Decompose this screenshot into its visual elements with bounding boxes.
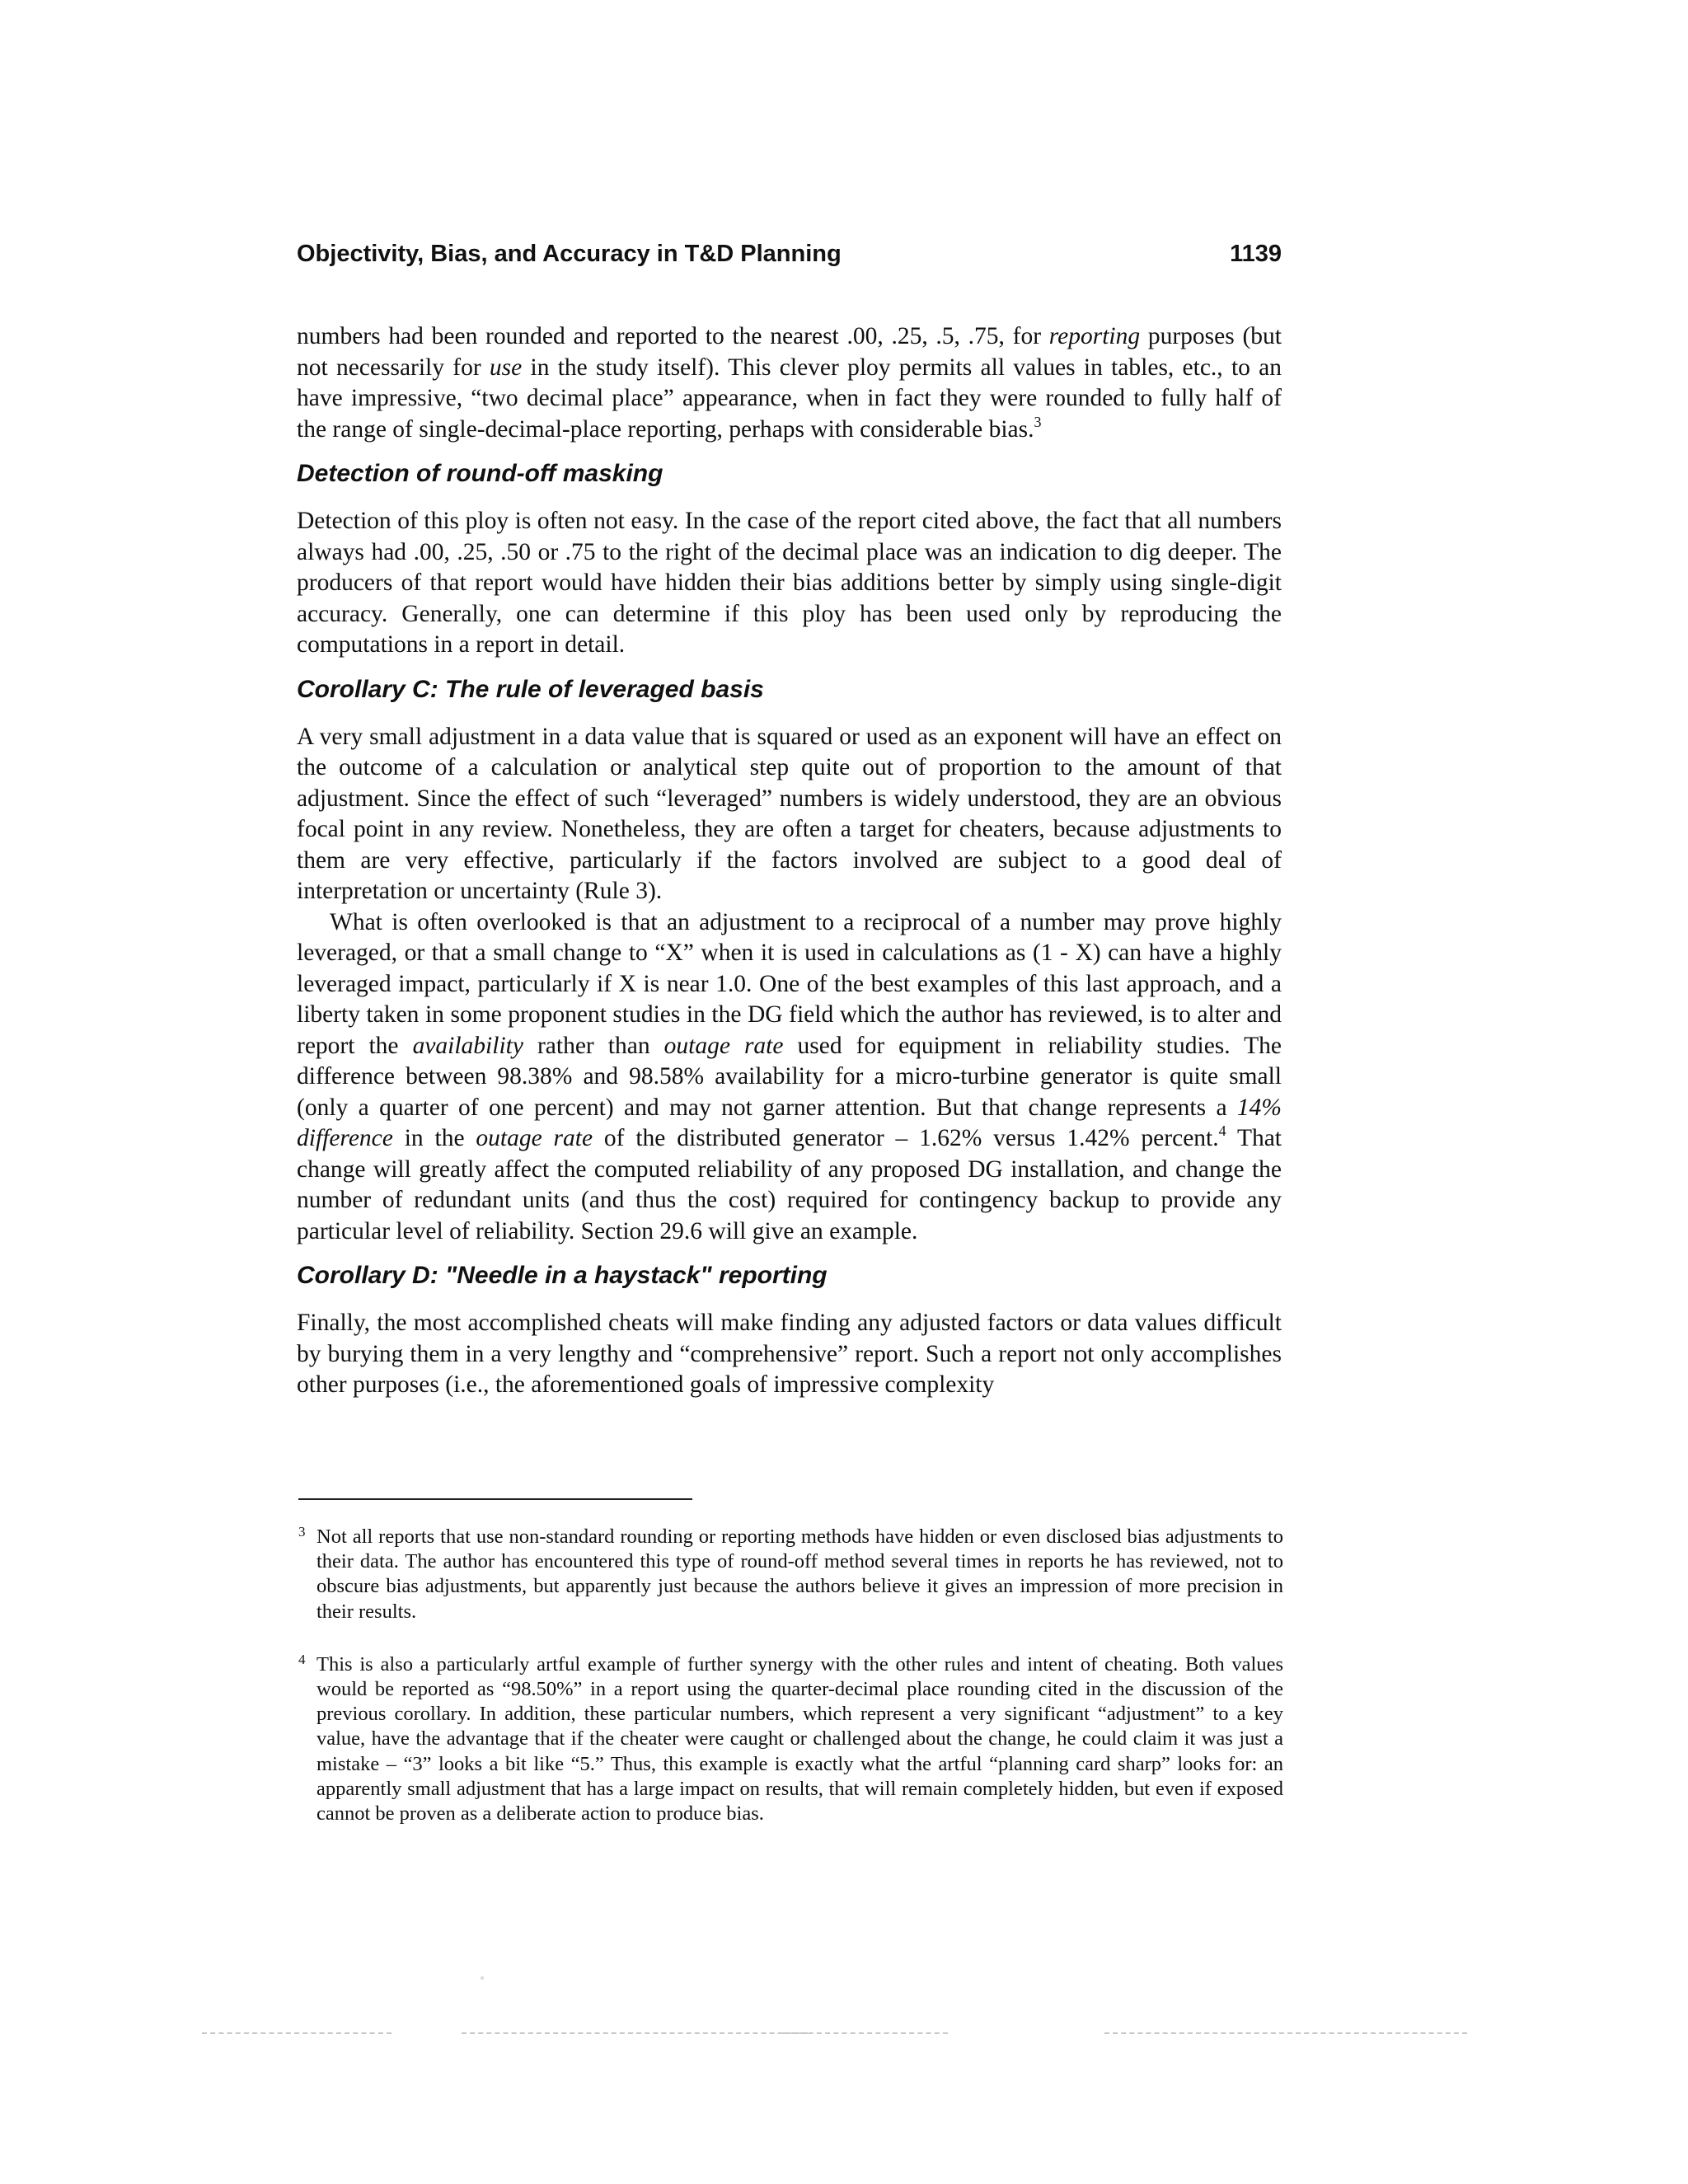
scan-artifact-line [202,2032,392,2034]
footnote-mark: 4 [298,1651,306,1667]
section-heading-corollary-d: Corollary D: "Needle in a haystack" reporting [297,1262,828,1289]
scan-artifact-line [462,2032,808,2034]
page-header [297,241,1282,268]
footnote-4 [298,1652,1283,1826]
body-text [297,321,1282,1401]
footnote-mark: 3 [298,1524,306,1540]
footnote-ref-3: 3 [1034,413,1042,430]
page-number: 1139 [1230,241,1282,267]
footnotes [298,1525,1283,1854]
running-title: Objectivity, Bias, and Accuracy in T&D Planning [297,241,842,267]
footnote-text: This is also a particularly artful example of further synergy with the other rules and intent of cheating. Both values would be reported as “98.50%” in a report using the quarter-decimal place rounding cited in the discussion of the previous corollary. In addition, these particular numbers, which represent a very significant “adjustment” to a key value, have the advantage that if the cheater were caught or challenged about the change, he could claim it was just a mistake – “3” looks a bit like “5.” Thus, this example is exactly what the artful “planning card sharp” looks for: an apparently small adjustment that has a large impact on results, that will remain completely hidden, but even if exposed cannot be proven as a deliberate action to produce bias. [316,1652,1283,1825]
scan-artifact-dot [481,1976,484,1980]
paragraph-needle-haystack: Finally, the most accomplished cheats will make finding any adjusted factors or data values difficult by burying them in a very lengthy and “comprehensive” report. Such a report not only accomplishes other purposes (i.e., the aforementioned goals of impressive complexity [297,1310,1282,1398]
scan-artifact-line [783,2032,948,2034]
paragraph-rounding-ploy: numbers had been rounded and reported to the nearest .00, .25, .5, .75, for reporting purposes (but not necessarily for use in the study itself). This clever ploy permits all values in tables, etc., to an have impressive, “two decimal place” appearance, when in fact they were rounded to fully half of the range of single-decimal-place reporting, perhaps with considerable bias.$^3$ [297,323,1282,443]
footnote-3 [298,1525,1283,1624]
footnote-text: Not all reports that use non-standard rounding or reporting methods have hidden or even disclosed bias adjustments to their data. The author has encountered this type of round-off method several times in reports he has reviewed, not to obscure bias adjustments, but apparently just because the authors believe it gives an impression of more precision in their results. [316,1526,1283,1623]
paragraph-leveraged-basis: A very small adjustment in a data value that is squared or used as an exponent will have an effect on the outcome of a calculation or analytical step quite out of proportion to the amount of that adjustment. Since the effect of such “leveraged” numbers is widely understood, they are an obvious focal point in any review. Nonetheless, they are often a target for cheaters, because adjustments to them are very effective, particularly if the factors involved are subject to a good deal of interpretation or uncertainty (Rule 3). [297,723,1282,904]
footnote-separator [298,1498,692,1500]
footnote-ref-4: 4 [1218,1122,1226,1139]
paragraph-detection: Detection of this ploy is often not easy. In the case of the report cited above, the fact that all numbers always had .00, .25, .50 or .75 to the right of the decimal place was an indication to dig deeper. The producers of that report would have hidden their bias additions better by simply using single-digit accuracy. Generally, one can determine if this ploy has been used only by reproducing the computations in a report in detail. [297,508,1282,658]
scan-artifact-line [1104,2032,1467,2034]
section-heading-corollary-c: Corollary C: The rule of leveraged basis [297,675,764,703]
paragraph-reciprocal: What is often overlooked is that an adjustment to a reciprocal of a number may prove highly leveraged, or that a small change to “X” when it is used in calculations as (1 - X) can have a highly leveraged impact, particularly if X is near 1.0. One of the best examples of this last approach, and a liberty taken in some proponent studies in the DG field which the author has reviewed, is to alter and report the availability rather than outage rate used for equipment in reliability studies. The difference between 98.38% and 98.58% availability for a micro-turbine generator is quite small (only a quarter of one percent) and may not garner attention. But that change represents a 14% difference in the outage rate of the distributed generator – 1.62% versus 1.42% percent.$^4$ That change will greatly affect the computed reliability of any proposed DG installation, and change the number of redundant units (and thus the cost) required for contingency backup to provide any particular level of reliability. Section 29.6 will give an example. [297,908,1282,1244]
section-heading-detection: Detection of round-off masking [297,460,663,487]
